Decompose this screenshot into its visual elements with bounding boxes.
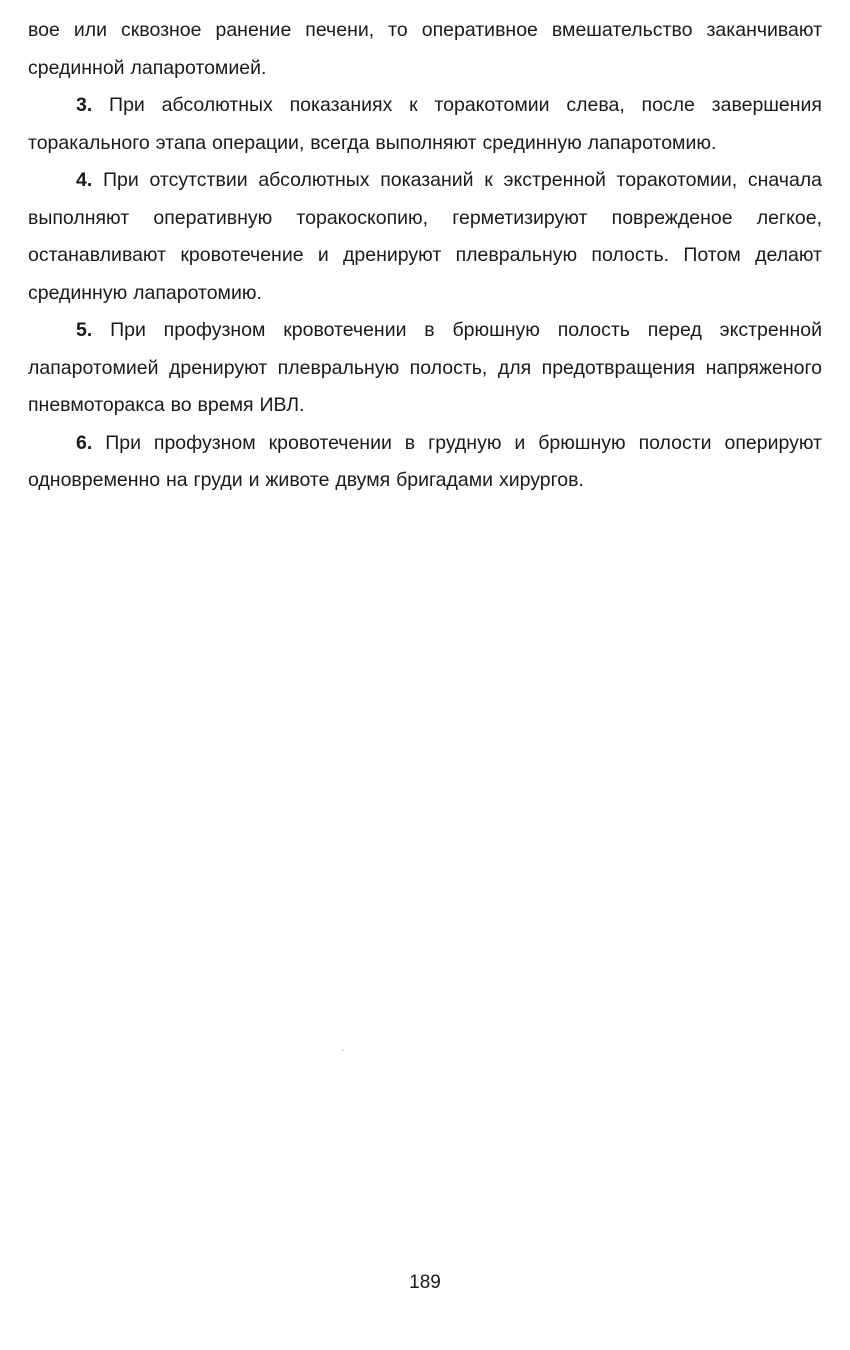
page-number: 189 [409,1272,441,1293]
item-number: 6. [76,431,93,454]
paragraph-item-3 [28,87,822,162]
item-number: 5. [76,319,93,341]
paragraph-item-6 [28,425,822,500]
paragraph-continuation [28,12,822,87]
item-number: 3. [76,94,93,116]
paragraph-item-5 [28,312,822,425]
page-body [28,12,822,500]
scan-speck [342,1049,344,1051]
paragraph-text: При абсолютных показаниях к торакотомии слева, после завершения торакального этапа операции, всегда выполняют срединную лапаротомию. [28,94,822,154]
paragraph-text: При отсутствии абсолютных показаний к экстренной торакотомии, сначала выполняют оперативную торакоскопию, герметизируют поврежденое легкое, останавливают кровотечение и дренируют плевральную полость. Потом делают срединную лапаротомию. [28,169,823,304]
paragraph-text: вое или сквозное ранение печени, то оперативное вмешательство заканчивают срединной лапаротомией. [28,19,822,79]
paragraph-text: При профузном кровотечении в брюшную полость перед экстренной лапаротомией дренируют плевральную полость, для предотвращения напряженого пневмоторакса во время ИВЛ. [28,319,822,416]
paragraph-text: При профузном кровотечении в грудную и брюшную полости оперируют одновременно на груди и животе двумя бригадами хирургов. [28,431,822,491]
item-number: 4. [76,169,93,191]
paragraph-item-4 [28,162,822,312]
